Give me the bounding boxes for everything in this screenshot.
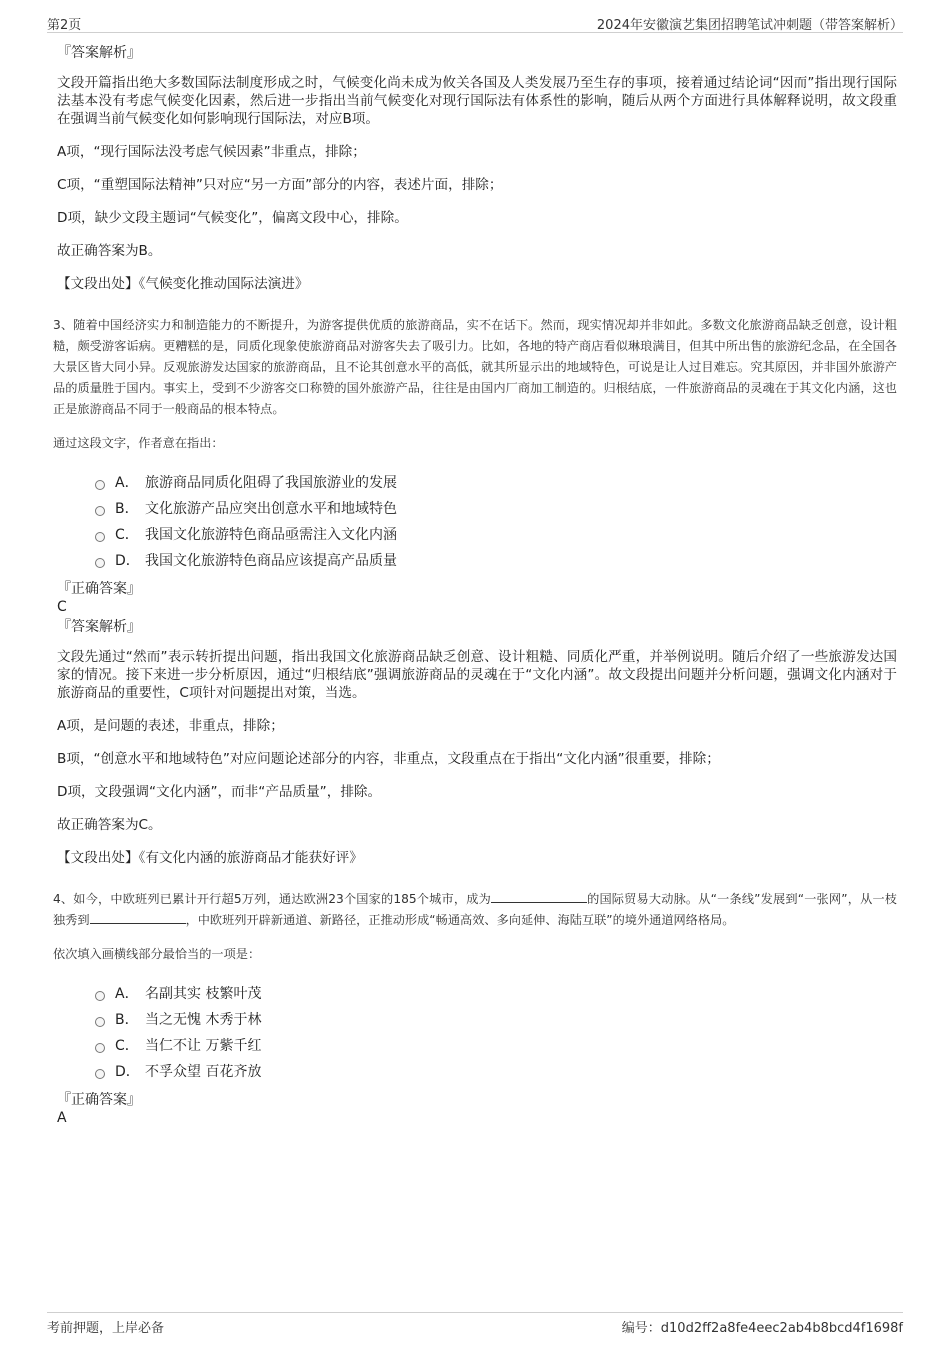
- option-text: 不孚众望 百花齐放: [145, 1064, 262, 1080]
- option-letter: A．: [115, 986, 139, 1002]
- option-c[interactable]: [95, 1033, 897, 1059]
- stem-text: 4、如今，中欧班列已累计开行超5万列，通达欧洲23个国家的185个城市，成为: [53, 892, 491, 906]
- correct-answer: A: [57, 1110, 67, 1126]
- page-content: [53, 44, 897, 1129]
- option-letter: D．: [115, 1064, 140, 1080]
- question-prompt: 通过这段文字，作者意在指出：: [53, 436, 224, 450]
- document-title: 2024年安徽演艺集团招聘笔试冲刺题（带答案解析）: [596, 18, 903, 33]
- analysis-conclusion: 故正确答案为C。: [57, 817, 162, 833]
- page-header: [47, 12, 903, 33]
- analysis-tag: 『答案解析』: [57, 619, 141, 635]
- fill-blank: [90, 911, 186, 924]
- option-c[interactable]: [95, 522, 897, 548]
- option-text: 我国文化旅游特色商品应该提高产品质量: [145, 553, 397, 569]
- option-list: [95, 470, 897, 574]
- radio-icon[interactable]: [95, 532, 105, 542]
- option-letter: B．: [115, 1012, 139, 1028]
- correct-answer: C: [57, 599, 67, 615]
- radio-icon[interactable]: [95, 1069, 105, 1079]
- correct-answer-tag: 『正确答案』: [57, 581, 141, 597]
- analysis-paragraph: D项，文段强调“文化内涵”，而非“产品质量”，排除。: [57, 784, 382, 800]
- radio-icon[interactable]: [95, 558, 105, 568]
- analysis-paragraph: D项，缺少文段主题词“气候变化”，偏离文段中心，排除。: [57, 210, 408, 226]
- analysis-paragraph: B项，“创意水平和地域特色”对应问题论述部分的内容，非重点，文段重点在于指出“文化内涵”很重要，排除；: [57, 751, 720, 767]
- option-b[interactable]: [95, 1007, 897, 1033]
- passage-source: 【文段出处】《气候变化推动国际法演进》: [57, 276, 309, 292]
- option-b[interactable]: [95, 496, 897, 522]
- option-letter: D．: [115, 553, 140, 569]
- option-text: 我国文化旅游特色商品亟需注入文化内涵: [145, 527, 397, 543]
- option-text: 文化旅游产品应突出创意水平和地域特色: [145, 501, 397, 517]
- option-letter: C．: [115, 1038, 139, 1054]
- fill-blank: [491, 890, 587, 903]
- analysis-paragraph: 文段开篇指出绝大多数国际法制度形成之时，气候变化尚未成为攸关各国及人类发展乃至生存的事项，接着通过结论词“因而”指出现行国际法基本没有考虑气候变化因素，然后进一步指出当前气候变化对现行国际法有体系性的影响，随后从两个方面进行具体解释说明，故文段重在强调当前气候变化如何影响现行国际法，对应B项。: [57, 75, 897, 127]
- question-stem: 3、随着中国经济实力和制造能力的不断提升，为游客提供优质的旅游商品，实不在话下。然而，现实情况却并非如此。多数文化旅游商品缺乏创意，设计粗糙，颇受游客诟病。更糟糕的是，同质化现象使旅游商品对游客失去了吸引力。比如，各地的特产商店看似琳琅满目，但其中所出售的旅游纪念品，在全国各大景区皆大同小异。反观旅游发达国家的旅游商品，且不论其创意水平的高低，就其所显示出的地域特色，可说是让人过目难忘。究其原因，并非国外旅游产品的质量胜于国内。事实上，受到不少游客交口称赞的国外旅游产品，往往是由国内厂商加工制造的。归根结底，一件旅游商品的灵魂在于其文化内涵，这也正是旅游商品不同于一般商品的根本特点。: [53, 318, 897, 416]
- radio-icon[interactable]: [95, 991, 105, 1001]
- option-d[interactable]: [95, 548, 897, 574]
- passage-source: 【文段出处】《有文化内涵的旅游商品才能获好评》: [57, 850, 363, 866]
- stem-text: ，中欧班列开辟新通道、新路径，正推动形成“畅通高效、多向延伸、海陆互联”的境外通道网络格局。: [185, 913, 735, 927]
- radio-icon[interactable]: [95, 1043, 105, 1053]
- analysis-paragraph: A项，是问题的表述，非重点，排除；: [57, 718, 284, 734]
- option-list: [95, 981, 897, 1085]
- option-text: 旅游商品同质化阻碍了我国旅游业的发展: [145, 475, 397, 491]
- option-text: 当仁不让 万紫千红: [145, 1038, 262, 1054]
- radio-icon[interactable]: [95, 480, 105, 490]
- question-prompt: 依次填入画横线部分最恰当的一项是：: [53, 947, 261, 961]
- question-stem: [53, 889, 897, 931]
- option-d[interactable]: [95, 1059, 897, 1085]
- analysis-conclusion: 故正确答案为B。: [57, 243, 162, 259]
- option-a[interactable]: [95, 981, 897, 1007]
- option-text: 名副其实 枝繁叶茂: [145, 986, 262, 1002]
- option-text: 当之无愧 木秀于林: [145, 1012, 262, 1028]
- radio-icon[interactable]: [95, 1017, 105, 1027]
- analysis-paragraph: A项，“现行国际法没考虑气候因素”非重点，排除；: [57, 144, 366, 160]
- document-code: 编号：d10d2ff2a8fe4eec2ab4b8bcd4f1698f: [621, 1321, 903, 1336]
- radio-icon[interactable]: [95, 506, 105, 516]
- option-letter: B．: [115, 501, 139, 517]
- analysis-paragraph: 文段先通过“然而”表示转折提出问题，指出我国文化旅游商品缺乏创意、设计粗糙、同质化严重，并举例说明。随后介绍了一些旅游发达国家的情况。接下来进一步分析原因，通过“归根结底”强调旅游商品的灵魂在于“文化内涵”。故文段提出问题并分析问题，强调文化内涵对于旅游商品的重要性，C项针对问题提出对策，当选。: [57, 649, 897, 701]
- option-letter: A．: [115, 475, 139, 491]
- correct-answer-tag: 『正确答案』: [57, 1092, 141, 1108]
- analysis-tag: 『答案解析』: [57, 45, 141, 61]
- page-number: 第2页: [47, 18, 82, 33]
- option-letter: C．: [115, 527, 139, 543]
- stem-text: 的国际贸易大动脉。从“一条线”发展到“一张网”，从一枝独秀到: [53, 892, 897, 927]
- analysis-paragraph: C项，“重塑国际法精神”只对应“另一方面”部分的内容，表述片面，排除；: [57, 177, 503, 193]
- footer-slogan: 考前押题，上岸必备: [47, 1321, 165, 1336]
- option-a[interactable]: [95, 470, 897, 496]
- page-footer: [47, 1312, 903, 1337]
